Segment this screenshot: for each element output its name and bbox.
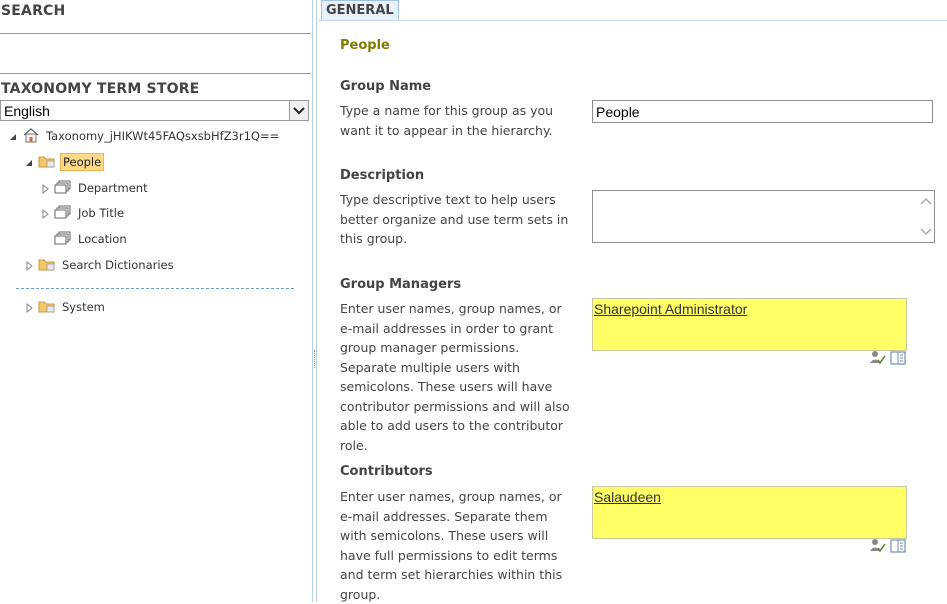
tree-node-system[interactable] [24, 297, 107, 317]
tree-label-people[interactable]: People [60, 153, 104, 171]
tree-node-department[interactable] [40, 178, 150, 198]
home-icon [22, 127, 40, 146]
browse-address-book-icon[interactable] [890, 538, 907, 554]
check-names-icon[interactable] [869, 538, 886, 554]
tree-root-label[interactable]: Taxonomy_jHIKWt45FAQsxsbHfZ3r1Q== [46, 129, 280, 143]
tree-node-search-dictionaries[interactable] [24, 255, 176, 275]
tree-node-people[interactable] [24, 152, 104, 172]
contributors-picker-icons [869, 538, 907, 554]
tree-node-location[interactable] [54, 229, 129, 249]
search-input[interactable] [0, 33, 311, 74]
tree-node-root[interactable] [8, 126, 281, 146]
folder-group-icon [38, 298, 56, 317]
scroll-up-icon[interactable] [920, 196, 932, 206]
collapsed-triangle-icon[interactable] [40, 183, 50, 193]
tree-label-department[interactable]: Department [78, 181, 148, 195]
group-name-title: Group Name [340, 79, 432, 94]
folder-group-icon [38, 153, 56, 172]
pane-splitter[interactable] [312, 0, 317, 602]
taxonomy-heading: TAXONOMY TERM STORE [1, 81, 200, 97]
tree-label-job-title[interactable]: Job Title [78, 206, 125, 220]
contributors-description: Enter user names, group names, or e-mail addresses. Separate them with semicolons. These users will have full permissions to edit terms and term set hierarchies within this group. [340, 489, 563, 602]
collapsed-triangle-icon[interactable] [24, 302, 34, 312]
left-pane [0, 0, 312, 602]
folder-group-icon [38, 256, 56, 275]
splitter-grip[interactable] [314, 350, 315, 368]
group-managers-description: Enter user names, group names, or e-mail addresses in order to grant group manager permissions. Separate multiple users with semicolons. These users will have contributor permissions and will also able to add users to the contributor role. [340, 301, 570, 453]
tree-label-search-dictionaries[interactable]: Search Dictionaries [62, 258, 174, 272]
contributors-input[interactable] [592, 486, 907, 539]
group-name-input[interactable] [592, 100, 933, 123]
group-name-description: Type a name for this group as you want it to appear in the hierarchy. [340, 103, 554, 138]
chevron-down-icon[interactable] [289, 101, 308, 120]
collapsed-triangle-icon[interactable] [24, 260, 34, 270]
description-title: Description [340, 168, 425, 183]
collapsed-triangle-icon[interactable] [40, 208, 50, 218]
browse-address-book-icon[interactable] [890, 350, 907, 366]
tree-separator [16, 288, 294, 289]
tab-divider [318, 20, 947, 21]
contributors-value[interactable]: Salaudeen [594, 489, 661, 505]
group-managers-value[interactable]: Sharepoint Administrator [594, 301, 748, 317]
page-title: People [340, 38, 390, 53]
group-managers-input[interactable] [592, 298, 907, 351]
search-heading: SEARCH [1, 3, 66, 19]
group-managers-picker-icons [869, 350, 907, 366]
right-pane [318, 0, 947, 602]
contributors-title: Contributors [340, 464, 433, 479]
description-help: Type descriptive text to help users better organize and use term sets in this group. [340, 192, 569, 246]
term-set-icon [54, 204, 72, 223]
expanded-triangle-icon[interactable] [8, 131, 18, 141]
group-managers-title: Group Managers [340, 277, 462, 292]
tree-label-location[interactable]: Location [78, 232, 127, 246]
check-names-icon[interactable] [869, 350, 886, 366]
expanded-triangle-icon[interactable] [24, 157, 34, 167]
term-set-icon [54, 179, 72, 198]
tree-label-system[interactable]: System [62, 300, 105, 314]
description-textarea[interactable] [592, 190, 935, 243]
language-selected-value: English [4, 103, 50, 119]
term-set-icon [54, 230, 72, 249]
tab-general[interactable]: GENERAL [321, 0, 399, 20]
language-select[interactable] [0, 100, 309, 121]
scroll-down-icon[interactable] [920, 227, 932, 237]
tree-node-job-title[interactable] [40, 203, 126, 223]
